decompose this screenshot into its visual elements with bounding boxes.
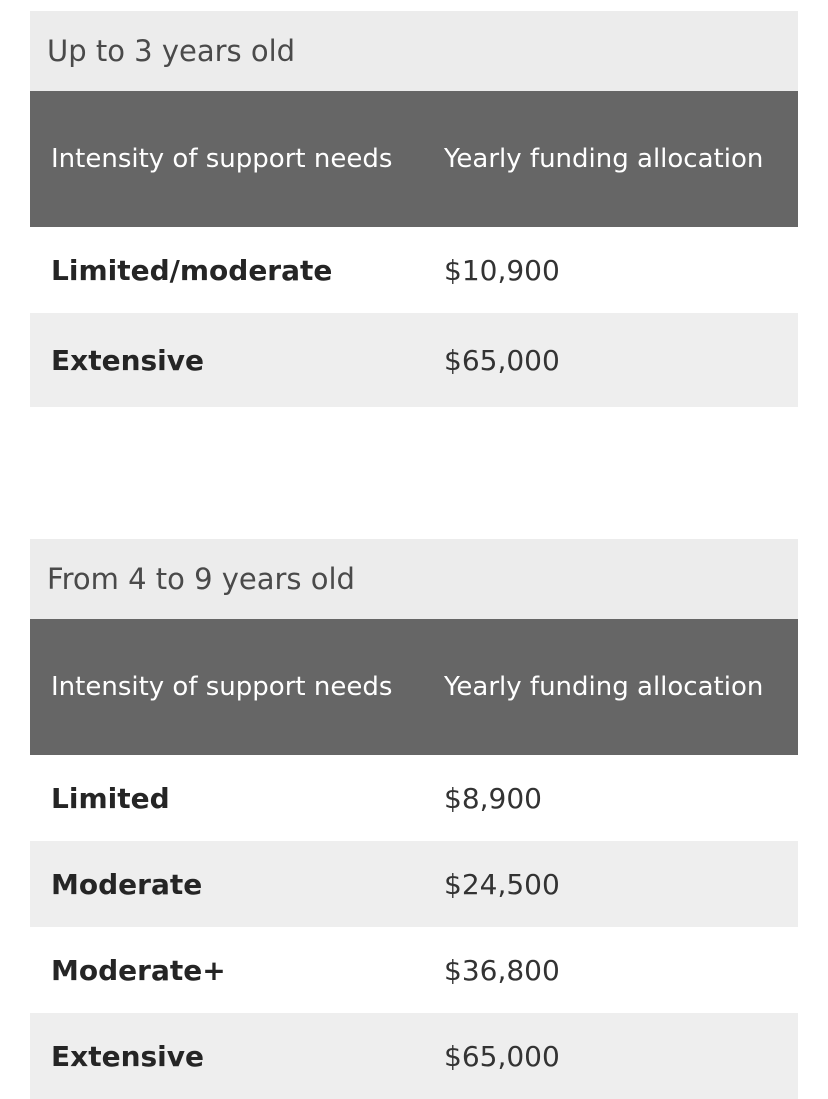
support-level-cell: Limited — [51, 781, 170, 815]
table-caption-row — [30, 539, 798, 619]
funding-table-4-to-9 — [30, 539, 798, 1099]
funding-amount-cell: $8,900 — [444, 781, 542, 815]
funding-amount-cell: $65,000 — [444, 343, 560, 377]
funding-amount-cell: $24,500 — [444, 867, 560, 901]
support-level-cell: Moderate — [51, 867, 203, 901]
funding-amount-cell: $36,800 — [444, 953, 560, 987]
header-yearly-funding: Yearly funding allocation — [444, 672, 764, 702]
table-header-row — [30, 619, 798, 755]
table-row — [30, 1013, 798, 1099]
funding-amount-cell: $10,900 — [444, 253, 560, 287]
header-intensity: Intensity of support needs — [51, 672, 393, 702]
support-level-cell: Moderate+ — [51, 953, 226, 987]
support-level-cell: Extensive — [51, 343, 205, 377]
table-caption-row — [30, 11, 798, 91]
table-header-row — [30, 91, 798, 227]
support-level-cell: Extensive — [51, 1039, 205, 1073]
table-caption: Up to 3 years old — [47, 34, 296, 68]
table-row — [30, 313, 798, 407]
table-row — [30, 227, 798, 313]
table-row — [30, 755, 798, 841]
support-level-cell: Limited/moderate — [51, 253, 333, 287]
header-intensity: Intensity of support needs — [51, 144, 393, 174]
funding-amount-cell: $65,000 — [444, 1039, 560, 1073]
table-caption: From 4 to 9 years old — [47, 562, 355, 596]
table-row — [30, 841, 798, 927]
funding-table-up-to-3 — [30, 11, 798, 407]
table-row — [30, 927, 798, 1013]
header-yearly-funding: Yearly funding allocation — [444, 144, 764, 174]
